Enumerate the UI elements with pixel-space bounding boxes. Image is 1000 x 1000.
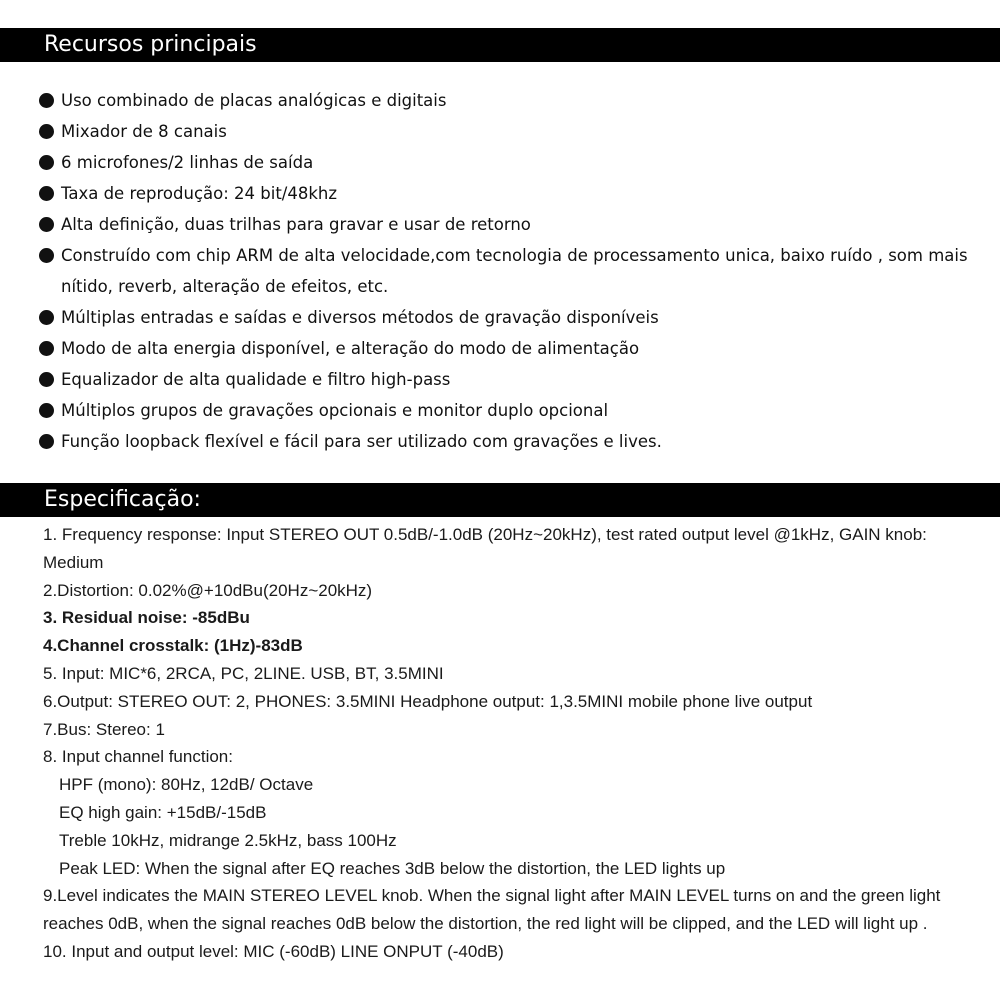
spec-item: 7.Bus: Stereo: 1 (43, 719, 165, 739)
feature-item: 6 microfones/2 linhas de saída (0, 147, 1000, 178)
bullet-icon (39, 93, 54, 108)
spec-subitem: EQ high gain: +15dB/-15dB (59, 802, 267, 822)
feature-item: Mixador de 8 canais (0, 116, 1000, 147)
bullet-icon (39, 372, 54, 387)
features-header-bar (0, 28, 1000, 62)
bullet-icon (39, 124, 54, 139)
spec-item: 1. Frequency response: Input STEREO OUT 0.5dB/-1.0dB (20Hz~20kHz), test rated output level @1kHz, GAIN knob: Medium (43, 525, 927, 572)
spec-item: 10. Input and output level: MIC (-60dB) LINE ONPUT (-40dB) (43, 941, 504, 961)
spec-item: 5. Input: MIC*6, 2RCA, PC, 2LINE. USB, BT, 3.5MINI (43, 663, 444, 683)
specs-list (0, 521, 1000, 966)
bullet-icon (39, 403, 54, 418)
bullet-icon (39, 217, 54, 232)
feature-item: Múltiplos grupos de gravações opcionais e monitor duplo opcional (0, 395, 1000, 426)
specs-header-bar (0, 483, 1000, 517)
feature-item: Taxa de reprodução: 24 bit/48khz (0, 178, 1000, 209)
bullet-icon (39, 434, 54, 449)
bullet-icon (39, 310, 54, 325)
spec-item: 3. Residual noise: -85dBu (43, 608, 250, 628)
spec-subitem: Peak LED: When the signal after EQ reaches 3dB below the distortion, the LED lights up (59, 858, 726, 878)
feature-item: Equalizador de alta qualidade e filtro high-pass (0, 364, 1000, 395)
spec-item: 2.Distortion: 0.02%@+10dBu(20Hz~20kHz) (43, 580, 373, 600)
spec-item: 8. Input channel function: (43, 747, 233, 767)
feature-item: Múltiplas entradas e saídas e diversos métodos de gravação disponíveis (0, 302, 1000, 333)
spec-item: 6.Output: STEREO OUT: 2, PHONES: 3.5MINI Headphone output: 1,3.5MINI mobile phone live output (43, 691, 813, 711)
spec-item: 4.Channel crosstalk: (1Hz)-83dB (43, 636, 303, 656)
feature-item: Construído com chip ARM de alta velocidade,com tecnologia de processamento unica, baixo ruído , som mais nítido, reverb, alteração de efeitos, etc. (0, 240, 1000, 302)
features-list (0, 85, 1000, 457)
specs-title: Especificação: (44, 487, 201, 512)
bullet-icon (39, 341, 54, 356)
feature-item: Função loopback flexível e fácil para ser utilizado com gravações e lives. (0, 426, 1000, 457)
bullet-icon (39, 155, 54, 170)
spec-subitem: Treble 10kHz, midrange 2.5kHz, bass 100Hz (59, 830, 397, 850)
spec-item: 9.Level indicates the MAIN STEREO LEVEL knob. When the signal light after MAIN LEVEL turns on and the green light reaches 0dB, when the signal reaches 0dB below the distortion, the red light will be clipped, and the LED will light up . (43, 886, 941, 934)
feature-item: Alta definição, duas trilhas para gravar e usar de retorno (0, 209, 1000, 240)
feature-item: Uso combinado de placas analógicas e digitais (0, 85, 1000, 116)
bullet-icon (39, 186, 54, 201)
spec-subitem: HPF (mono): 80Hz, 12dB/ Octave (59, 775, 314, 795)
feature-item: Modo de alta energia disponível, e alteração do modo de alimentação (0, 333, 1000, 364)
bullet-icon (39, 248, 54, 263)
features-title: Recursos principais (44, 32, 257, 57)
